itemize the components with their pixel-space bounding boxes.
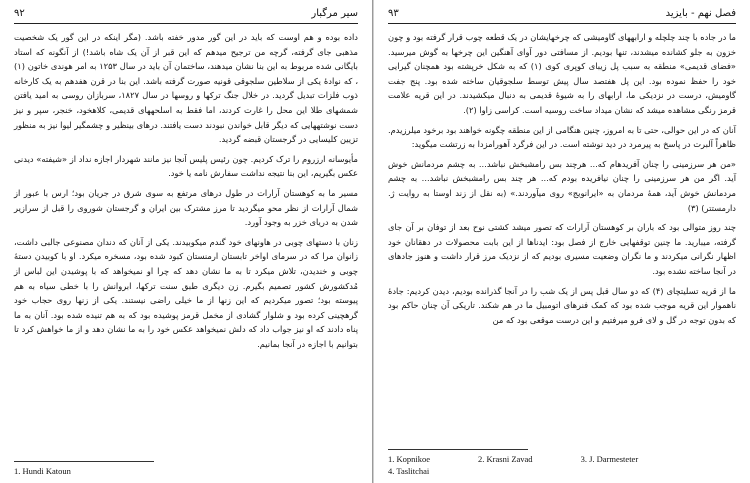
left-paragraph: مأیوسانه ارزروم را ترک کردیم. چون رئیس پلیس آنجا نیز مانند شهردار اجازه نداد از «شیفته» دیدنی عکس بگیریم، این بنا نتیجه نداشت سفارش نامه یا خود. [14, 153, 358, 179]
left-paragraph: داده بوده و هم اوست که باید در این گور مدور خفته باشد. (مگر اینکه در این گور یک شخصیت مذهبی جای گرفته، گرچه من ترجیح میدهم که این قبر از آن یک شاه باشد!) از آنگونه که استاد بایگانی شده مربوط به این بنا نشان میدهند، ساختمان آن باید در سال ۱۲۵۳ به امر هوندی خاتون (۱) ، که نوادۀ یکی از سلاطین سلجوقی قونیه صورت گرفته باشد. این بنا در قرن هفدهم به یک کارخانه ذوب فلزات تبدیل گردید. در خلال جنگ ترکها و روسها در سال ۱۸۲۷، سربازان روسی به امید یافتن شمشهای طلا این محل را غارت کردند، اما فقط به اسلحههای قدیمی، کلاهخود، خنجر، سپر و نیز دست نوشتههایی که دیگر قابل خواندن نبودند دست یافتند. درهای بینظیر و چشمگیر لیوا نیز به منظور تزیین کلیسایی در گرجستان قبضه گردید. [14, 32, 358, 145]
footnote-rule [388, 449, 528, 450]
right-page-number: ۹۳ [388, 7, 399, 19]
right-running-head [388, 5, 736, 24]
footnote-item: 4. Taslitchai [388, 466, 430, 476]
footnote-item: 1. Kopnikoe [388, 454, 431, 464]
left-header-title: سیر مرگبار [311, 7, 358, 19]
right-paragraph: ما در جاده با چند چلچله و ارابههای گاومیشی که چرخهایشان در یک قطعه چوب قرار گرفته بود و چون خزون به جلو کشانده میشدند، تنها بودیم. از مسافتی دور آوای آهنگین این چرخها به گوش میرسید. «فضای قدیمی» منطقه به سبب پل زیبای کوپری کوی (۱) که به شکل خرپشته بود همچنان گیرایی خود را حفظ نموده بود. این پل هفتصد سال پیش توسط سلجوقیان ساخته شده بود. پنج جفت گاومیش، درست در نزدیکی ما، ارابهای را به شیوۀ قدیمی به دنبال میکشیدند. در این قریه علامت قرمز رنگی مشاهده میشد که نشان میداد ساخت روسیه است. کراسی زاوا (۲). [388, 32, 736, 115]
right-paragraph: «من هر سرزمینی را چنان آفریدهام که... هرچند بس رامشبخش نباشد... به چشم مردمانش خوش آید. اگر من هر سرزمینی را چنان نیافریده بودم که... هر چند بس رامشبخش نباشد... به چشم مردمانش خوش آید، همۀ مردمان به «ایرانویج» روی میآوردند.» (به نقل از زند اوستا به روایت ژ. دارمستتر) (۳) [388, 158, 736, 213]
footnote-item: 1. Hundi Katoun [14, 466, 71, 476]
right-page [373, 0, 750, 483]
right-paragraph: چند روز متوالی بود که باران بر کوهستان آرارات که تصور میشد کشتی نوح بعد از توفان بر آن جای گرفته، میبارید. ما چنین توقفهایی خارج از فصل بود: ایدناها از این بابت محصولات در دهقانان خود اظهار نگرانی میکردند و ما نگران وضعیت مسیری بودیم که از نزدیک مرز قرار داشت و هنوز جادهای در آنجا ساخته نشده بود. [388, 222, 736, 276]
left-page [0, 0, 373, 483]
left-body-text [14, 30, 358, 356]
right-header-title: فصل نهم - بایزید [665, 7, 736, 19]
left-paragraph: زنان با دستهای چوبی در هاونهای خود گندم میکوبیدند. یکی از آنان که دندان مصنوعی جالبی داشت، زانوان مرا که در سرمای اواخر تابستان ارمنستان کبود شده بود، مسخره میکرد. او با کوبیدن دستهٔ چوبی و خندیدن، تلاش میکرد تا به ما نشان دهد که چرا او نمیخواهد که با پوشیدن این لباس از مُدکشورش کشور تصمیم بگیرم. زن دیگری طبق سنت ترکها، ابروانش را با خطی سیاه به هم پیوسته بود؛ تصور میکردیم که این زنها از ما خیلی راضی نیستند. یکی از زنها روی حجاب خود گرهچینی کرده بود و شلوار گشادی از مخمل قرمز پوشیده بود که به هم تنیده شده بود. آنان به ما پناه دادند که او نیز جواب داد که دلش نمیخواهد عکس خود را به ما نشان دهد و از ما خواهش کرد تا بتوانیم با اجازه در آنجا بمانیم. [14, 236, 358, 349]
right-body-text [388, 30, 736, 332]
right-footnotes [388, 449, 736, 477]
left-footnotes [14, 461, 358, 477]
footnote-item: 3. J. Darmesteter [580, 454, 639, 464]
left-running-head [14, 5, 358, 24]
footnote-item: 2. Krasni Zavad [478, 454, 533, 464]
right-paragraph: ما از قریه تسلیتچای (۴) که دو سال قبل پس از یک شب را در آنجا گذرانده بودیم، دیدن کردیم: جادۀ ناهموار این قریه موجب شده بود که کمک فنرهای اتومبیل ما در هم شکند. تاریکی آن چنان حاکم بود که بدون توجه در گل و لای فرو میرفتیم و این درست موقعی بود که من [388, 285, 737, 325]
right-paragraph: آنان که در این حوالی، حتی تا به امروز، چنین هنگامی از این منطقه چگونه خواهند بود برخود میلرزیدم. ظاهراً آلبرت در پاسخ به پیرمرد در دید نوشته است. در این فرگرد آهورامزدا به زرتشت میگوید: [388, 124, 736, 150]
left-paragraph: مسیر ما به کوهستان آرارات در طول درهای مرتفع به سوی شرق در جریان بود؛ ارس با عبور از شمال آرارات از نظر محو میگردید تا مرز مشترک بین ایران و گرجستان شوروی را قبل از سرازیر شدن به دریای خزر به وجود آورد. [14, 187, 358, 228]
left-page-number: ۹۲ [14, 7, 25, 19]
footnote-rule [14, 461, 154, 462]
